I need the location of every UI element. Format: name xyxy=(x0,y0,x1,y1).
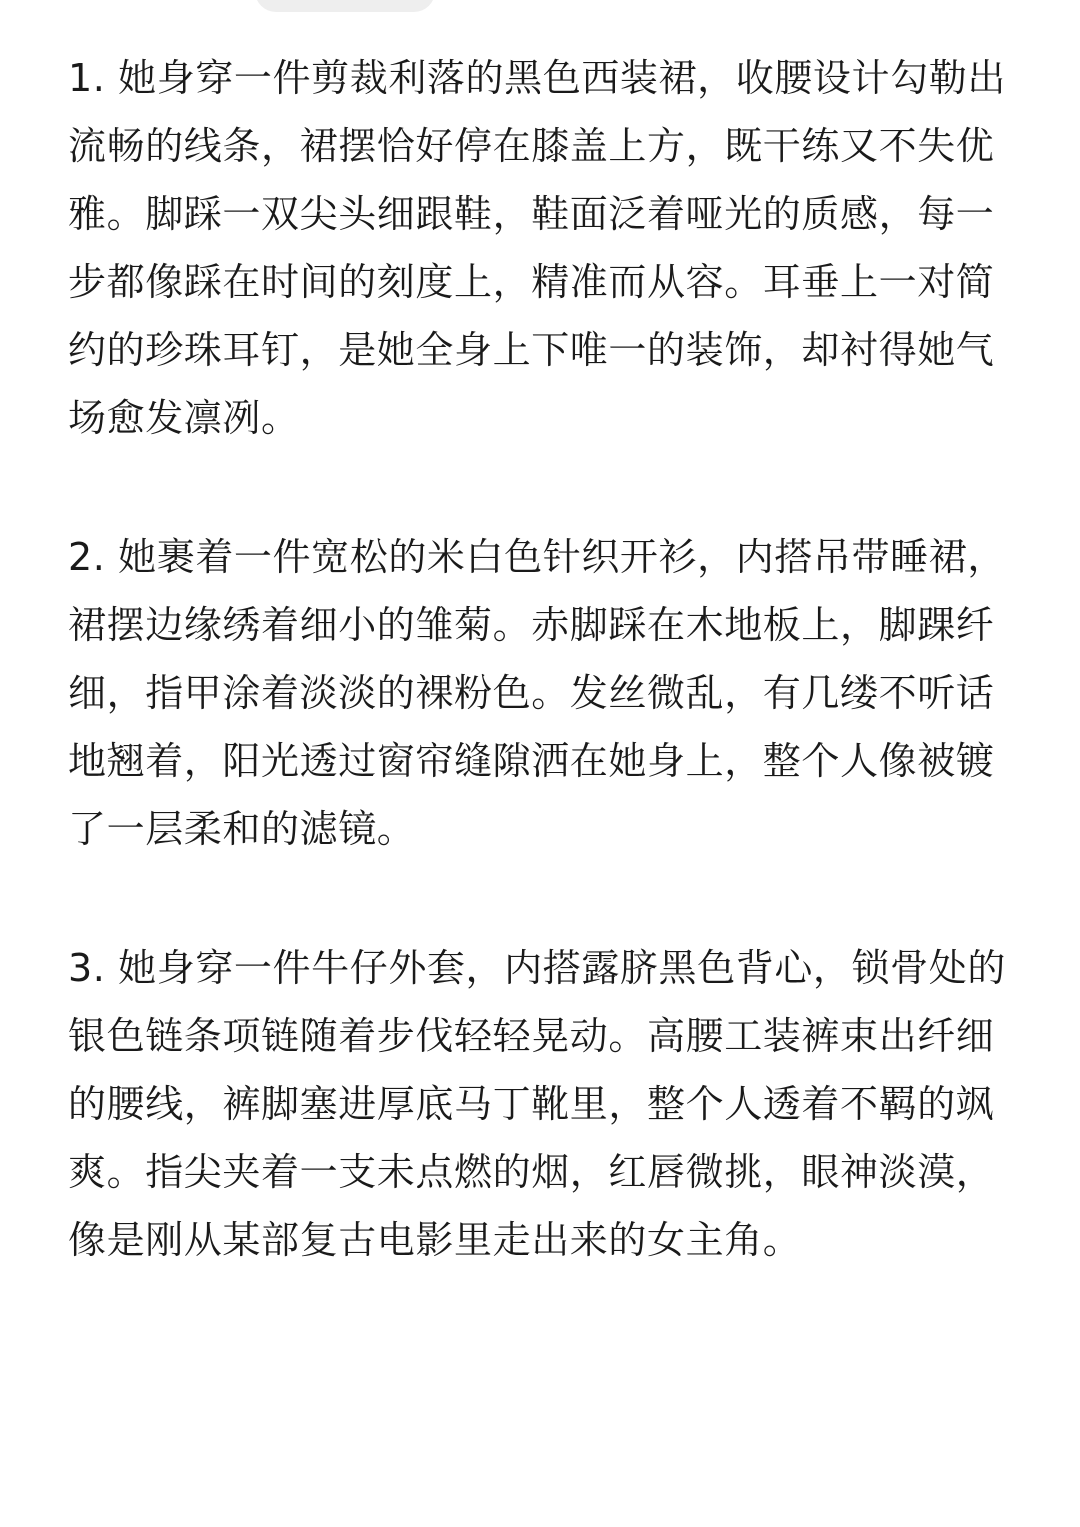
paragraph-2: 2. 她裹着一件宽松的米白色针织开衫，内搭吊带睡裙，裙摆边缘绣着细小的雏菊。赤脚踩在木地板上，脚踝纤细，指甲涂着淡淡的裸粉色。发丝微乱，有几缕不听话地翘着，阳光透过窗帘缝隙洒在她身上，整个人像被镀了一层柔和的滤镜。 xyxy=(68,535,1006,851)
article-body xyxy=(68,44,1008,1274)
top-handle-pill xyxy=(255,0,435,12)
paragraph-1: 1. 她身穿一件剪裁利落的黑色西装裙，收腰设计勾勒出流畅的线条，裙摆恰好停在膝盖上方，既干练又不失优雅。脚踩一双尖头细跟鞋，鞋面泛着哑光的质感，每一步都像踩在时间的刻度上，精准而从容。耳垂上一对简约的珍珠耳钉，是她全身上下唯一的装饰，却衬得她气场愈发凛冽。 xyxy=(68,56,1006,440)
paragraph-3: 3. 她身穿一件牛仔外套，内搭露脐黑色背心，锁骨处的银色链条项链随着步伐轻轻晃动。高腰工装裤束出纤细的腰线，裤脚塞进厚底马丁靴里，整个人透着不羁的飒爽。指尖夹着一支未点燃的烟，红唇微挑，眼神淡漠，像是刚从某部复古电影里走出来的女主角。 xyxy=(68,946,1006,1262)
